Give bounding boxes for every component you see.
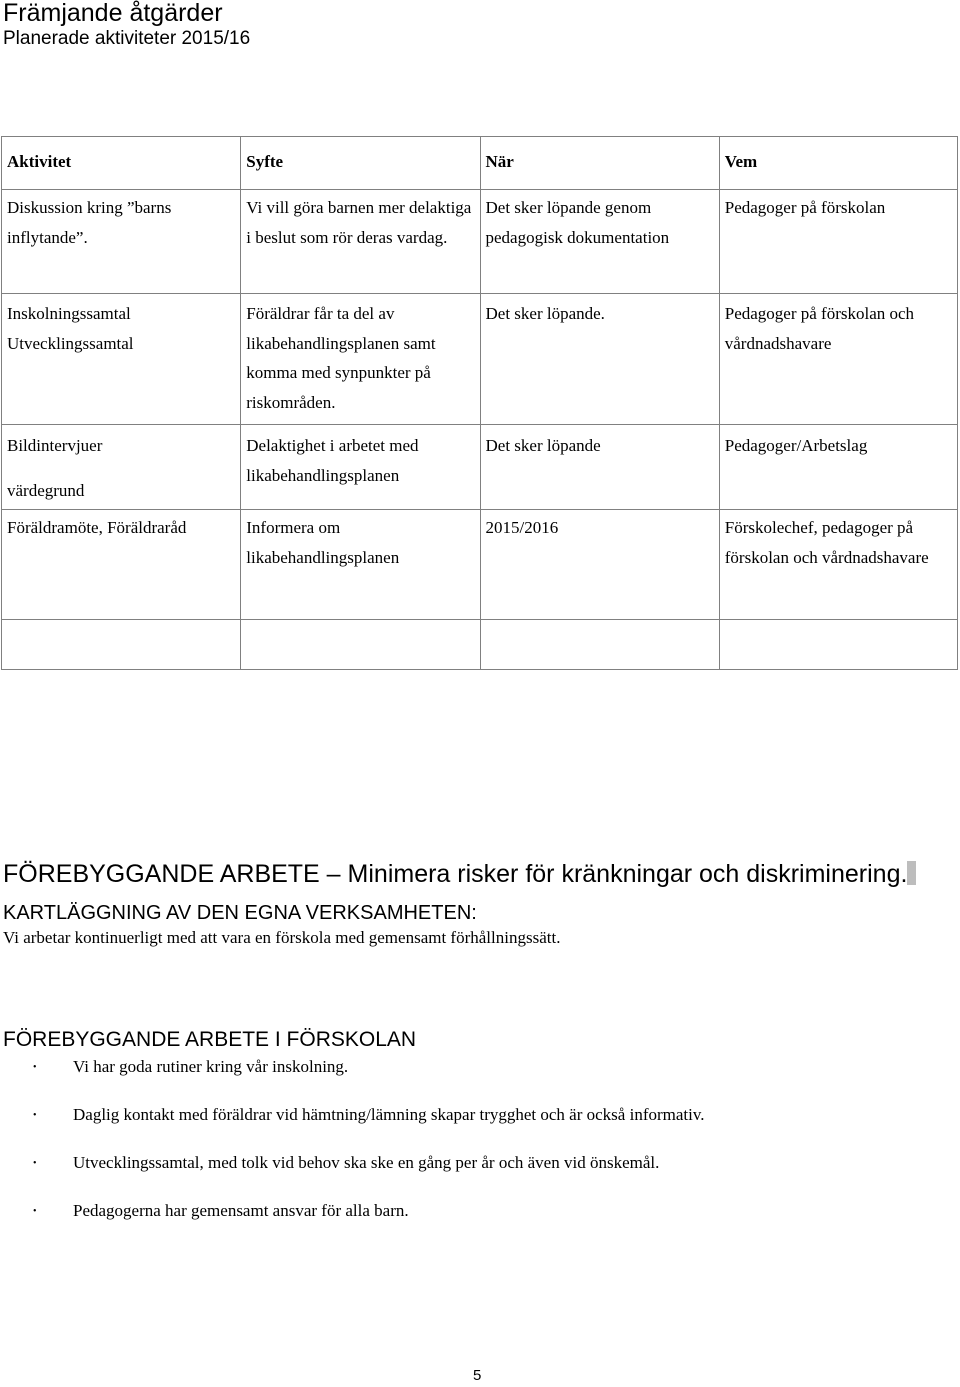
page-number: 5 [473,1367,482,1384]
bullet-icon: • [33,1158,37,1169]
list-item-text: Daglig kontakt med föräldrar vid hämtning/lämning skapar trygghet och är också informativ. [73,1105,705,1124]
table-header-row [2,137,958,190]
cell-vem: Pedagoger på förskolan och vårdnadshavare [719,294,957,425]
table-row [2,510,958,620]
cell-vem: Pedagoger på förskolan [719,190,957,294]
cell-nar [480,620,719,670]
list-item [0,1102,900,1150]
bullet-icon: • [33,1206,37,1217]
list-item-text: Pedagogerna har gemensamt ansvar för alla barn. [73,1201,409,1220]
table-row [2,190,958,294]
cell-vem: Pedagoger/Arbetslag [719,425,957,510]
list-item-text: Utvecklingssamtal, med tolk vid behov ska ske en gång per år och även vid önskemål. [73,1153,660,1172]
list-item [0,1054,900,1102]
cell-aktivitet [2,190,241,294]
cell-text: Föräldramöte, Föräldraråd [7,518,187,537]
column-header-aktivitet: Aktivitet [2,137,241,190]
column-header-syfte: Syfte [241,137,480,190]
cell-text: Bildintervjuer [7,436,103,455]
list-item-text: Vi har goda rutiner kring vår inskolning. [73,1057,349,1076]
table-row [2,294,958,425]
cell-nar: Det sker löpande genom pedagogisk dokumentation [480,190,719,294]
document-title: Främjande åtgärder [3,0,223,27]
cell-aktivitet [2,620,241,670]
cell-aktivitet [2,294,241,425]
cell-nar: Det sker löpande. [480,294,719,425]
cell-syfte: Föräldrar får ta del av likabehandlingsplanen samt komma med synpunkter på riskområden. [241,294,480,425]
cell-vem [719,620,957,670]
cell-syfte [241,620,480,670]
cell-text: Diskussion kring ”barns inflytande”. [7,198,172,247]
cell-text: Inskolningssamtal [7,304,131,323]
forebyggande-heading [3,859,916,889]
cell-text: Utvecklingssamtal [7,333,134,353]
column-header-vem: Vem [719,137,957,190]
column-header-nar: När [480,137,719,190]
list-item [0,1150,900,1198]
cell-syfte: Informera om likabehandlingsplanen [241,510,480,620]
activities-table [1,136,958,670]
cell-aktivitet [2,425,241,510]
selection-cursor-mark [907,861,916,885]
table-row [2,425,958,510]
table-row [2,620,958,670]
cell-vem: Förskolechef, pedagoger på förskolan och vårdnadshavare [719,510,957,620]
cell-nar: Det sker löpande [480,425,719,510]
cell-syfte: Delaktighet i arbetet med likabehandlingsplanen [241,425,480,510]
bullet-icon: • [33,1110,37,1121]
cell-syfte: Vi vill göra barnen mer delaktiga i beslut som rör deras vardag. [241,190,480,294]
forebyggande-heading-text: FÖREBYGGANDE ARBETE – Minimera risker för kränkningar och diskriminering. [3,860,908,888]
routines-list [0,1054,900,1246]
forskola-heading: FÖREBYGGANDE ARBETE I FÖRSKOLAN [3,1028,417,1051]
cell-text: värdegrund [7,480,85,500]
document-subtitle: Planerade aktiviteter 2015/16 [3,28,251,49]
kartlaggning-text: Vi arbetar kontinuerligt med att vara en förskola med gemensamt förhållningssätt. [3,928,561,947]
cell-nar: 2015/2016 [480,510,719,620]
list-item [0,1198,900,1246]
bullet-icon: • [33,1062,37,1073]
kartlaggning-heading: KARTLÄGGNING AV DEN EGNA VERKSAMHETEN: [3,902,477,924]
cell-aktivitet [2,510,241,620]
